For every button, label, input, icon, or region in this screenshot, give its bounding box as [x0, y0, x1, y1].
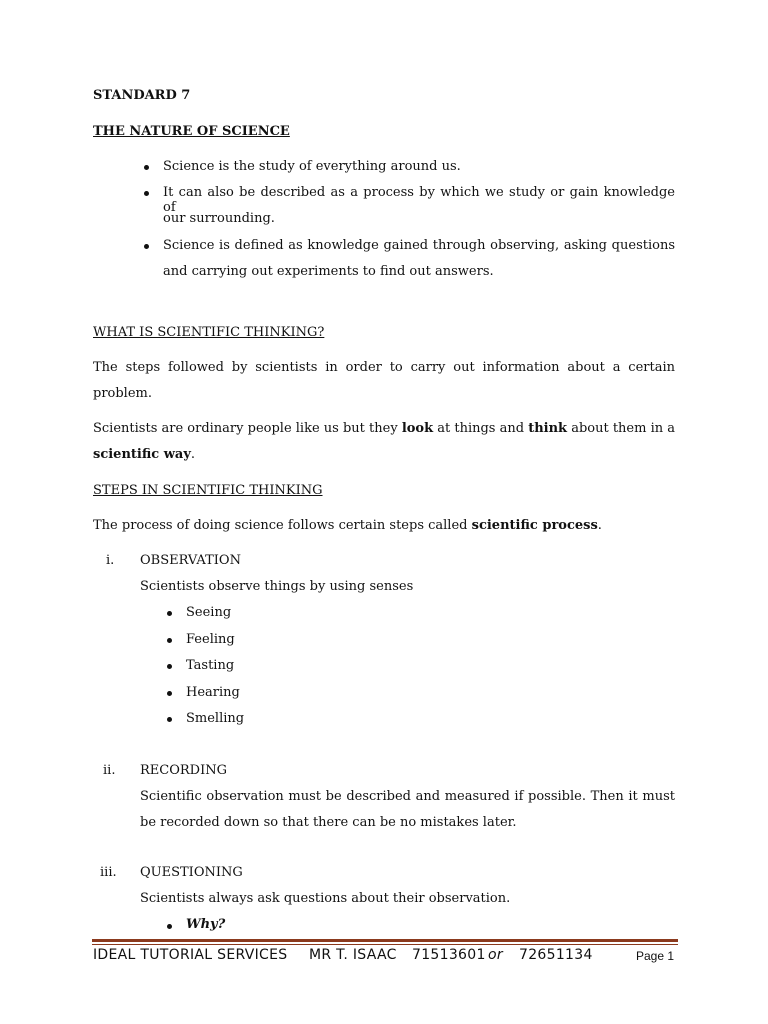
- list-item-continuation: our surrounding.: [163, 211, 275, 226]
- paragraph-line: Scientists are ordinary people like us but they look at things and think about them in a: [93, 421, 675, 436]
- step-title: RECORDING: [140, 763, 227, 778]
- list-item: Smelling: [186, 711, 245, 726]
- bullet-dot: [167, 924, 172, 929]
- paragraph-line: The steps followed by scientists in order to carry out information about a certain: [93, 360, 675, 375]
- bullet-dot: [144, 244, 149, 249]
- section-title-steps: STEPS IN SCIENTIFIC THINKING: [93, 483, 323, 498]
- bullet-dot: [144, 191, 149, 196]
- step-text: be recorded down so that there can be no mistakes later.: [140, 815, 517, 830]
- page-number: Page 1: [636, 949, 675, 963]
- bullet-dot: [167, 611, 172, 616]
- step-number: i.: [106, 553, 115, 568]
- bold-term-think: think: [528, 421, 568, 436]
- bold-term-look: look: [401, 421, 434, 436]
- list-item: Science is defined as knowledge gained through observing, asking questions: [163, 238, 675, 253]
- paragraph-line: scientific way.: [93, 447, 196, 462]
- step-text: Scientists observe things by using senses: [140, 579, 414, 594]
- list-item: Science is the study of everything around us.: [163, 159, 461, 174]
- bullet-dot: [167, 717, 172, 722]
- bullet-dot: [167, 638, 172, 643]
- step-text: Scientists always ask questions about their observation.: [140, 891, 511, 906]
- bullet-dot: [144, 165, 149, 170]
- footer-phone-1: 71513601: [412, 947, 486, 963]
- step-title: QUESTIONING: [140, 865, 243, 880]
- list-item: Why?: [186, 917, 226, 932]
- bullet-dot: [167, 664, 172, 669]
- paragraph-line: The process of doing science follows certain steps called scientific process.: [93, 518, 602, 533]
- step-number: ii.: [103, 763, 116, 778]
- footer-teacher: MR T. ISAAC: [309, 947, 397, 963]
- footer-or: or: [488, 947, 503, 963]
- footer-organization: IDEAL TUTORIAL SERVICES: [93, 947, 288, 963]
- list-item: Hearing: [186, 685, 240, 700]
- step-number: iii.: [100, 865, 117, 880]
- list-item: It can also be described as a process by which we study or gain knowledge of: [163, 185, 675, 215]
- footer-rule: [92, 944, 678, 945]
- bold-term-scientific-process: scientific process: [471, 518, 598, 533]
- bold-term-scientific-way: scientific way: [93, 447, 191, 462]
- step-title: OBSERVATION: [140, 553, 241, 568]
- footer-rule: [92, 939, 678, 942]
- footer-phone-2: 72651134: [519, 947, 593, 963]
- list-item-continuation: and carrying out experiments to find out answers.: [163, 264, 494, 279]
- bullet-dot: [167, 691, 172, 696]
- list-item: Seeing: [186, 605, 232, 620]
- section-title-scientific-thinking: WHAT IS SCIENTIFIC THINKING?: [93, 325, 325, 340]
- list-item: Feeling: [186, 632, 235, 647]
- section-title-nature: THE NATURE OF SCIENCE: [93, 124, 290, 139]
- list-item: Tasting: [186, 658, 235, 673]
- step-text: Scientific observation must be described and measured if possible. Then it must: [140, 789, 675, 804]
- paragraph-line: problem.: [93, 386, 152, 401]
- document-heading: STANDARD 7: [93, 88, 191, 103]
